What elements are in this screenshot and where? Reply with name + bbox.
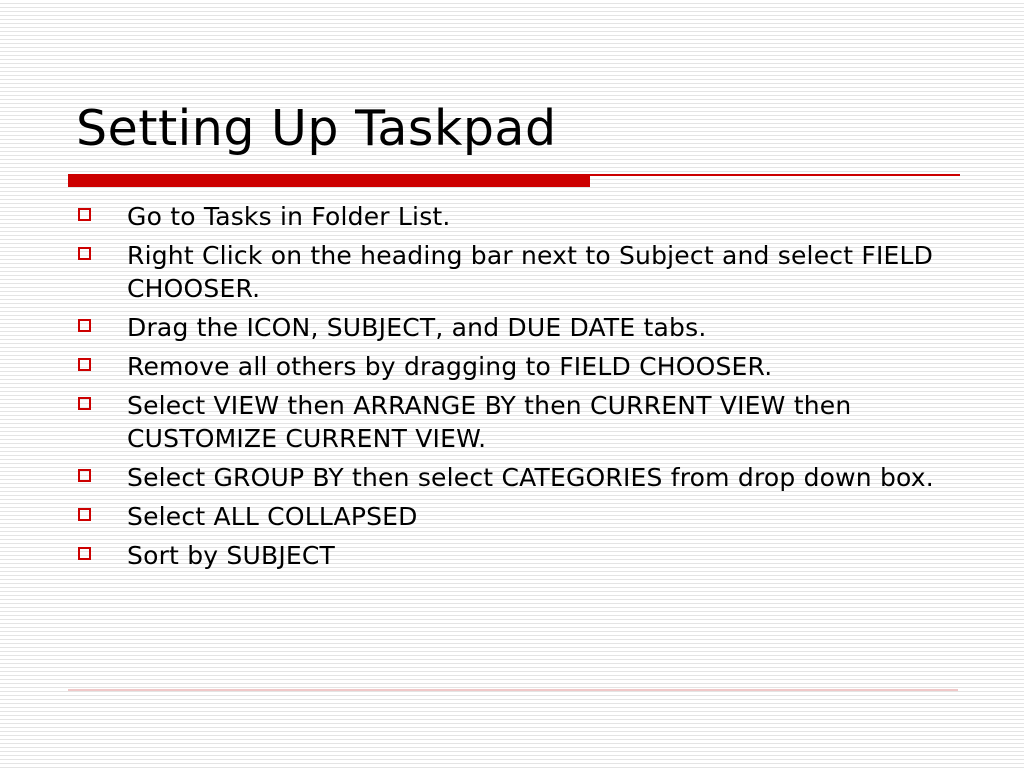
bullet-text: Remove all others by dragging to FIELD CHOOSER. (127, 352, 773, 381)
bullet-text: Select GROUP BY then select CATEGORIES from drop down box. (127, 463, 934, 492)
footer-divider (68, 689, 958, 691)
hollow-square-bullet-icon (78, 469, 91, 482)
hollow-square-bullet-icon (78, 319, 91, 332)
hollow-square-bullet-icon (78, 547, 91, 560)
hollow-square-bullet-icon (78, 397, 91, 410)
bullet-text: Go to Tasks in Folder List. (127, 202, 451, 231)
title-underline-thick (68, 174, 590, 187)
bullet-item (76, 350, 956, 383)
bullet-text: Select ALL COLLAPSED (127, 502, 418, 531)
hollow-square-bullet-icon (78, 247, 91, 260)
bullet-item (76, 200, 956, 233)
title-underline (68, 174, 960, 187)
bullet-item (76, 461, 956, 494)
hollow-square-bullet-icon (78, 358, 91, 371)
bullet-item (76, 389, 956, 455)
hollow-square-bullet-icon (78, 208, 91, 221)
bullet-text: Select VIEW then ARRANGE BY then CURRENT VIEW then CUSTOMIZE CURRENT VIEW. (127, 391, 852, 453)
bullet-text: Right Click on the heading bar next to Subject and select FIELD CHOOSER. (127, 241, 934, 303)
bullet-item (76, 239, 956, 305)
slide-title: Setting Up Taskpad (76, 100, 557, 157)
bullet-item (76, 500, 956, 533)
bullet-item (76, 311, 956, 344)
bullet-text: Sort by SUBJECT (127, 541, 336, 570)
hollow-square-bullet-icon (78, 508, 91, 521)
title-underline-thin (590, 174, 960, 176)
bullet-item (76, 539, 956, 572)
bullet-text: Drag the ICON, SUBJECT, and DUE DATE tabs. (127, 313, 707, 342)
bullet-list (76, 200, 956, 578)
